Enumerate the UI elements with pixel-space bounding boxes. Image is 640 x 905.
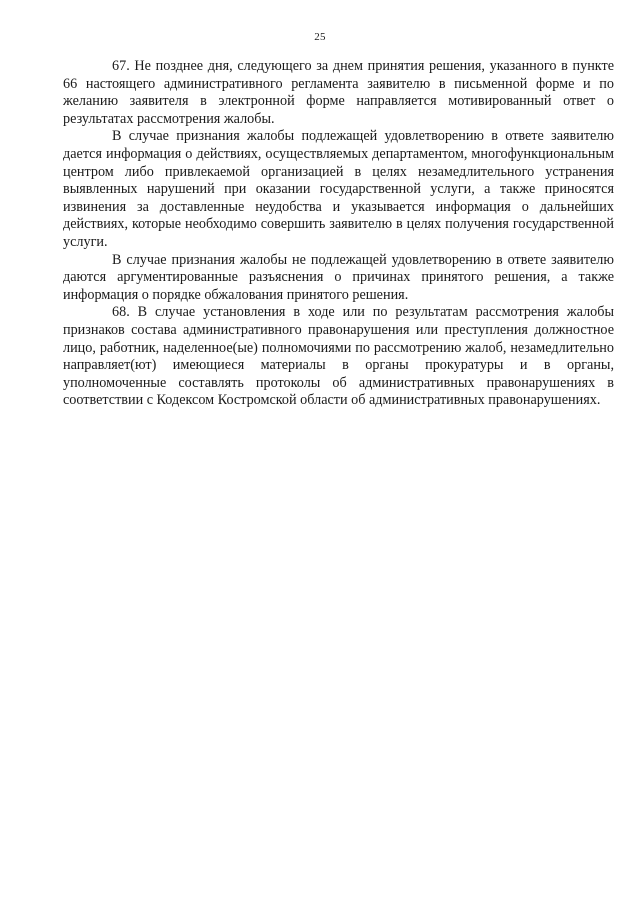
paragraph-67: 67. Не позднее дня, следующего за днем принятия решения, указанного в пункте 66 настоящего административного регламента заявителю в письменной форме и по желанию заявителя в электронной форме направляется мотивированный ответ о результатах рассмотрения жалобы.	[63, 58, 614, 127]
paragraph-complaint-satisfied: В случае признания жалобы подлежащей удовлетворению в ответе заявителю дается информация о действиях, осуществляемых департаментом, многофункциональным центром либо привлекаемой организацией в целях незамедлительного устранения выявленных нарушений при оказании государственной услуги, а также приносятся извинения за доставленные неудобства и указывается информация о дальнейших действиях, которые необходимо совершить заявителю в целях получения государственной услуги.	[63, 128, 614, 250]
paragraph-68: 68. В случае установления в ходе или по результатам рассмотрения жалобы признаков состава административного правонарушения или преступления должностное лицо, работник, наделенное(ые) полномочиями по рассмотрению жалоб, незамедлительно направляет(ют) имеющиеся материалы в органы прокуратуры и в органы, уполномоченные составлять протоколы об административных правонарушениях в соответствии с Кодексом Костромской области об административных правонарушениях.	[63, 304, 614, 409]
document-body	[63, 58, 614, 410]
paragraph-complaint-rejected: В случае признания жалобы не подлежащей удовлетворению в ответе заявителю даются аргументированные разъяснения о причинах принятого решения, а также информация о порядке обжалования принятого решения.	[63, 251, 614, 303]
page-number: 25	[314, 31, 326, 43]
